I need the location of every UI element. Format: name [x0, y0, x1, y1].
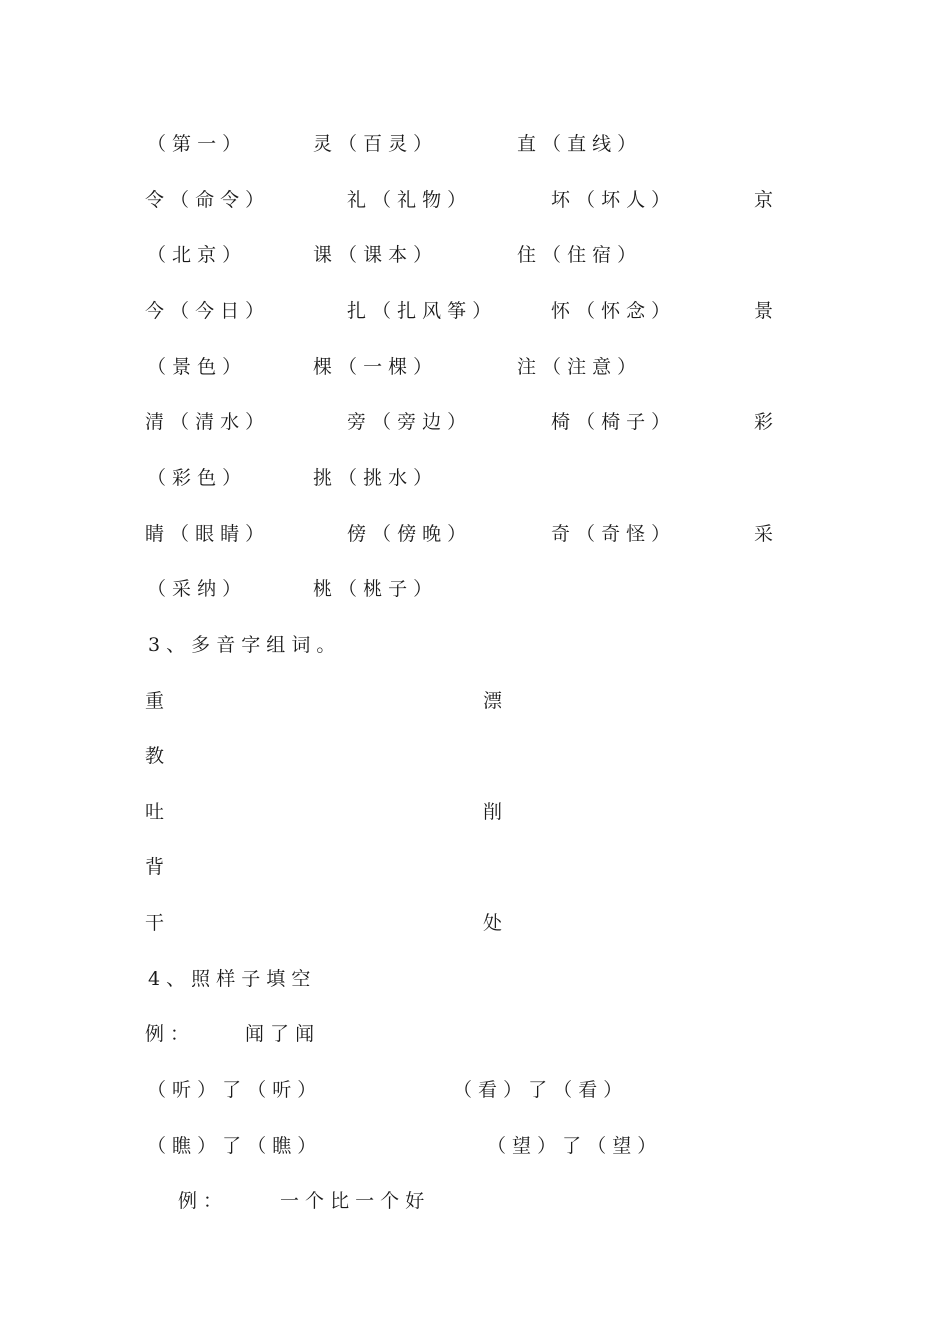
text-segment: （ 看 ） 了 （ 看 ）	[453, 1079, 623, 1101]
text-segment: 例 ：	[145, 1023, 190, 1045]
text-segment: （ 彩 色 ）	[147, 467, 242, 489]
text-segment: 彩	[754, 411, 774, 433]
text-segment: 景	[754, 300, 774, 322]
text-segment: （ 景 色 ）	[147, 356, 242, 378]
text-segment: 傍 （ 傍 晚 ）	[347, 523, 467, 545]
text-line	[0, 575, 950, 603]
text-line	[0, 1132, 950, 1160]
text-segment: 灵 （ 百 灵 ）	[313, 133, 433, 155]
text-segment: 今 （ 今 日 ）	[145, 300, 265, 322]
text-segment: 桃 （ 桃 子 ）	[313, 578, 433, 600]
text-segment: （ 望 ） 了 （ 望 ）	[487, 1135, 657, 1157]
text-line	[0, 130, 950, 158]
text-segment: （ 瞧 ） 了 （ 瞧 ）	[147, 1135, 317, 1157]
text-segment: 挑 （ 挑 水 ）	[313, 467, 433, 489]
text-line	[0, 798, 950, 826]
text-segment: （ 第 一 ）	[147, 133, 242, 155]
text-line	[0, 520, 950, 548]
text-line	[0, 1187, 950, 1215]
text-segment: 直 （ 直 线 ）	[517, 133, 637, 155]
text-line	[0, 464, 950, 492]
text-segment: 扎 （ 扎 风 筝 ）	[347, 300, 492, 322]
text-line	[0, 687, 950, 715]
text-segment: 旁 （ 旁 边 ）	[347, 411, 467, 433]
text-line	[0, 1076, 950, 1104]
text-segment: 京	[754, 189, 774, 211]
text-segment: 4 、 照 样 子 填 空	[148, 968, 311, 990]
text-segment: 奇 （ 奇 怪 ）	[551, 523, 671, 545]
text-segment: 采	[754, 523, 774, 545]
section-heading	[0, 631, 950, 659]
text-segment: 注 （ 注 意 ）	[517, 356, 637, 378]
text-segment: 棵 （ 一 棵 ）	[313, 356, 433, 378]
text-line	[0, 241, 950, 269]
text-line	[0, 909, 950, 937]
text-line	[0, 853, 950, 881]
text-segment: 清 （ 清 水 ）	[145, 411, 265, 433]
text-segment: 闻 了 闻	[245, 1023, 315, 1045]
text-segment: 背	[145, 856, 165, 878]
text-segment: 课 （ 课 本 ）	[313, 244, 433, 266]
text-segment: 吐	[145, 801, 165, 823]
text-segment: 干	[145, 912, 165, 934]
text-segment: 住 （ 住 宿 ）	[517, 244, 637, 266]
text-line	[0, 742, 950, 770]
text-segment: 一 个 比 一 个 好	[280, 1190, 425, 1212]
text-segment: 令 （ 命 令 ）	[145, 189, 265, 211]
text-segment: 椅 （ 椅 子 ）	[551, 411, 671, 433]
text-segment: 怀 （ 怀 念 ）	[551, 300, 671, 322]
section-heading	[0, 965, 950, 993]
text-segment: 处	[483, 912, 503, 934]
text-line	[0, 1020, 950, 1048]
text-segment: 教	[145, 745, 165, 767]
text-segment: 削	[483, 801, 503, 823]
text-segment: 漂	[483, 690, 503, 712]
text-line	[0, 408, 950, 436]
text-segment: 礼 （ 礼 物 ）	[347, 189, 467, 211]
text-segment: （ 听 ） 了 （ 听 ）	[147, 1079, 317, 1101]
text-line	[0, 186, 950, 214]
text-segment: （ 北 京 ）	[147, 244, 242, 266]
text-segment: 重	[145, 690, 165, 712]
text-line	[0, 353, 950, 381]
text-segment: 坏 （ 坏 人 ）	[551, 189, 671, 211]
text-segment: （ 采 纳 ）	[147, 578, 242, 600]
text-line	[0, 297, 950, 325]
text-segment: 例 ：	[178, 1190, 223, 1212]
text-segment: 睛 （ 眼 睛 ）	[145, 523, 265, 545]
text-segment: 3 、 多 音 字 组 词 。	[148, 634, 336, 656]
